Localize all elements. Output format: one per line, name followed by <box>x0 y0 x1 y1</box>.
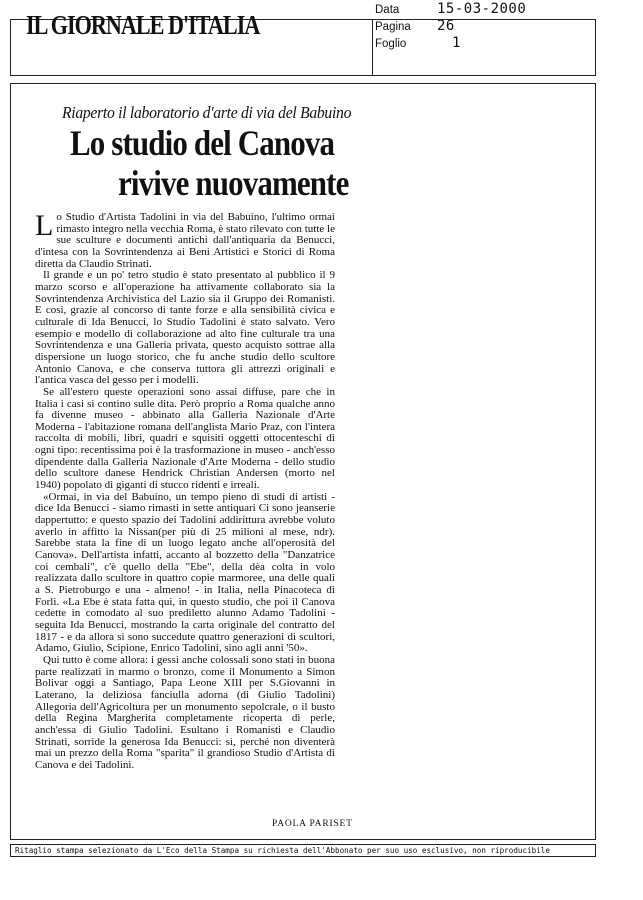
date-label: Data <box>375 4 400 16</box>
article-title-line1: Lo studio del Canova <box>70 123 335 163</box>
copyright-notice: Ritaglio stampa selezionato da L'Eco della Stampa su richiesta dell'Abbonato per suo uso esclusivo, non riproducibile <box>15 846 550 855</box>
article-paragraph: Lo Studio d'Artista Tadolini in via del Babuino, l'ultimo ormai rimasto integro nella vecchia Roma, è stato rilevato con tutte le sue sculture e documenti antichi dall'antiquaria da Benucci, d'intesa con la Sovrintendenza ai Beni Artistici e Storici di Roma diretta da Claudio Strinati. <box>35 209 335 270</box>
date-value: 15-03-2000 <box>437 1 527 17</box>
page-label: Pagina <box>375 21 411 33</box>
article-title-line2: rivive nuovamente <box>118 163 349 203</box>
sheet-value: 1 <box>452 35 461 51</box>
article-paragraph: Il grande e un po' tetro studio è stato presentato al pubblico il 9 marzo scorso e all'operazione ha attivamente collaborato sia la Sovrintendenza Archivistica del Lazio sia il Gruppo dei Romanisti. E così, grazie al concorso di tante forze e alla sensibilità civica e culturale di Ida Benucci, lo Studio Tadolini è stato salvato. Vero esempio e modello di collaborazione ad alto fine culturale tra una Sovrintendenza e una Galleria privata, questo acquisto sottrae alla dispersione un luogo storico, che fu anche studio dello scultore Antonio Canova, e che conserva tuttora gli attrezzi originali e l'antica vasca del gesso per i modelli. <box>35 269 335 387</box>
article-body <box>35 209 335 772</box>
article-paragraph: Qui tutto è come allora: i gessi anche colossali sono stati in buona parte realizzati in marmo o bronzo, come il Monumento a Simon Bolivar oggi a Santiago, Papa Leone XIII per S.Giovanni in Laterano, la deliziosa fanciulla adorna (di Giulio Tadolini) Allegoria dell'Agricoltura per un monumento sepolcrale, o il busto della Regina Margherita completamente ricoperta di perle, anch'essa di Giulio Tadolini. Esultano i Romanisti e Claudio Strinati, sorride la generosa Ida Benucci: sì, perché non diventerà mai un prezzo della Roma "sparita" il grandioso Studio d'Artista di Canova e dei Tadolini. <box>35 653 335 771</box>
clipping-footer <box>10 844 596 857</box>
header-divider <box>372 20 373 75</box>
drop-cap: L <box>35 209 54 242</box>
sheet-label: Foglio <box>375 38 407 50</box>
article-paragraph: Se all'estero queste operazioni sono assai diffuse, pare che in Italia i casi si contino sulle dita. Però proprio a Roma qualche anno fa divenne museo - abbinato alla Galleria Nazionale d'Arte Moderna - l'abitazione romana dell'anglista Mario Praz, con l'intera raccolta di mobili, libri, quadri e squisiti oggetti ottocenteschi di ogni tipo: recentissima poi è la trasformazione in museo - anch'esso dipendente dalla Galleria Nazionale d'Arte Moderna - dello studio dello scultore danese Hendrick Christian Andersen (morto nel 1940) popolato di giganti di stucco ridenti e irreali. <box>35 385 335 492</box>
article-paragraph: «Ormai, in via del Babuino, un tempo pieno di studi di artisti - dice Ida Benucci - siamo rimasti in sette antiquari Ci sono jeanserie dappertutto: e questo spazio dei Tadolini addirittura avrebbe voluto averlo in affitto la Nissan(per più di 25 milioni al mese, ndr). Sarebbe stata la fine di un luogo legato anche all'operosità del Canova». Dell'artista infatti, accanto al bozzetto della "Danzatrice coi cembali", c'è quello della "Ebe", della dèa colta in volo realizzata dallo scultore in quattro copie marmoree, una delle quali a S. Pietroburgo e una - almeno! - in Italia, nella Pinacoteca di Forlì. «La Ebe è stata fatta qui, in questo studio, che poi il Canova cedette in comodato al suo prediletto alunno Adamo Tadolini - seguita Ida Benucci, mostrando la carta originale del contratto del 1817 - e da allora si sono succedute quattro generazioni di scultori, Adamo, Giulio, Scipione, Enrico Tadolini, sino agli anni '50». <box>35 490 335 655</box>
article-kicker: Riaperto il laboratorio d'arte di via del Babuino <box>62 103 352 122</box>
newspaper-name: IL GIORNALE D'ITALIA <box>26 10 260 40</box>
article-author: PAOLA PARISET <box>272 819 353 829</box>
page-value: 26 <box>437 18 455 34</box>
